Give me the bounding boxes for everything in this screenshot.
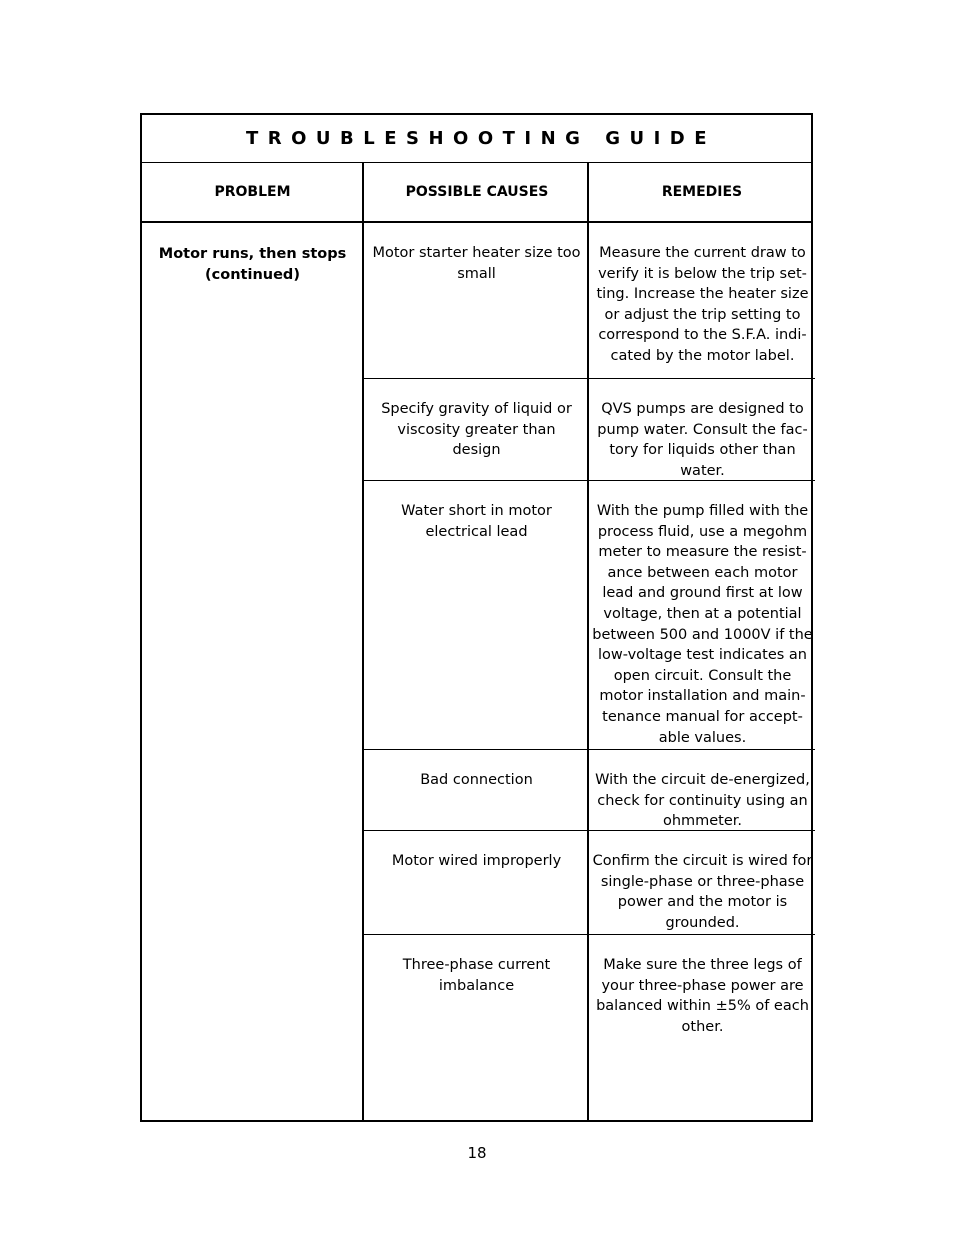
table-title: TROUBLESHOOTING GUIDE [142,115,811,163]
table-row [364,831,815,935]
table-row [364,935,815,1122]
remedy-cell: QVS pumps are designed to pump water. Consult the fac-tory for liquids other than water. [597,401,808,479]
header-possible-causes: POSSIBLE CAUSES [405,184,549,200]
table-row [364,379,815,481]
table-row [364,750,815,831]
remedy-cell: With the circuit de-energized, check for continuity using an ohmmeter. [595,772,810,830]
cause-cell: Specify gravity of liquid or viscosity greater than design [381,401,572,459]
table-header-row [142,163,811,223]
header-remedies: REMEDIES [661,184,743,200]
remedy-cell: Measure the current draw to verify it is below the trip set-ting. Increase the heater size or adjust the trip setting to correspond to the S.F.A. indi-cated by the motor label. [596,245,809,364]
header-problem: PROBLEM [214,184,291,200]
page-number: 18 [467,1144,487,1162]
cause-cell: Three-phase current imbalance [402,957,551,994]
remedy-cell: Confirm the circuit is wired for single-phase or three-phase power and the motor is grounded. [592,853,813,931]
remedy-cell: With the pump filled with the process fluid, use a megohm meter to measure the resist-ance between each motor lead and ground first at low voltage, then at a potential between 500 and 1000V if the low-voltage test indicates an open circuit. Consult the motor installation and main-tenance manual for accept-able values. [592,503,813,746]
troubleshooting-table [140,113,813,1122]
cause-cell: Water short in motor electrical lead [401,503,552,540]
table-row [364,223,815,379]
cause-cell: Motor starter heater size too small [372,245,581,282]
cause-cell: Bad connection [420,772,533,788]
remedy-cell: Make sure the three legs of your three-phase power are balanced within ±5% of each other. [596,957,809,1035]
problem-cell: Motor runs, then stops (continued) [158,246,347,283]
table-row [364,481,815,750]
cause-cell: Motor wired improperly [391,853,562,869]
